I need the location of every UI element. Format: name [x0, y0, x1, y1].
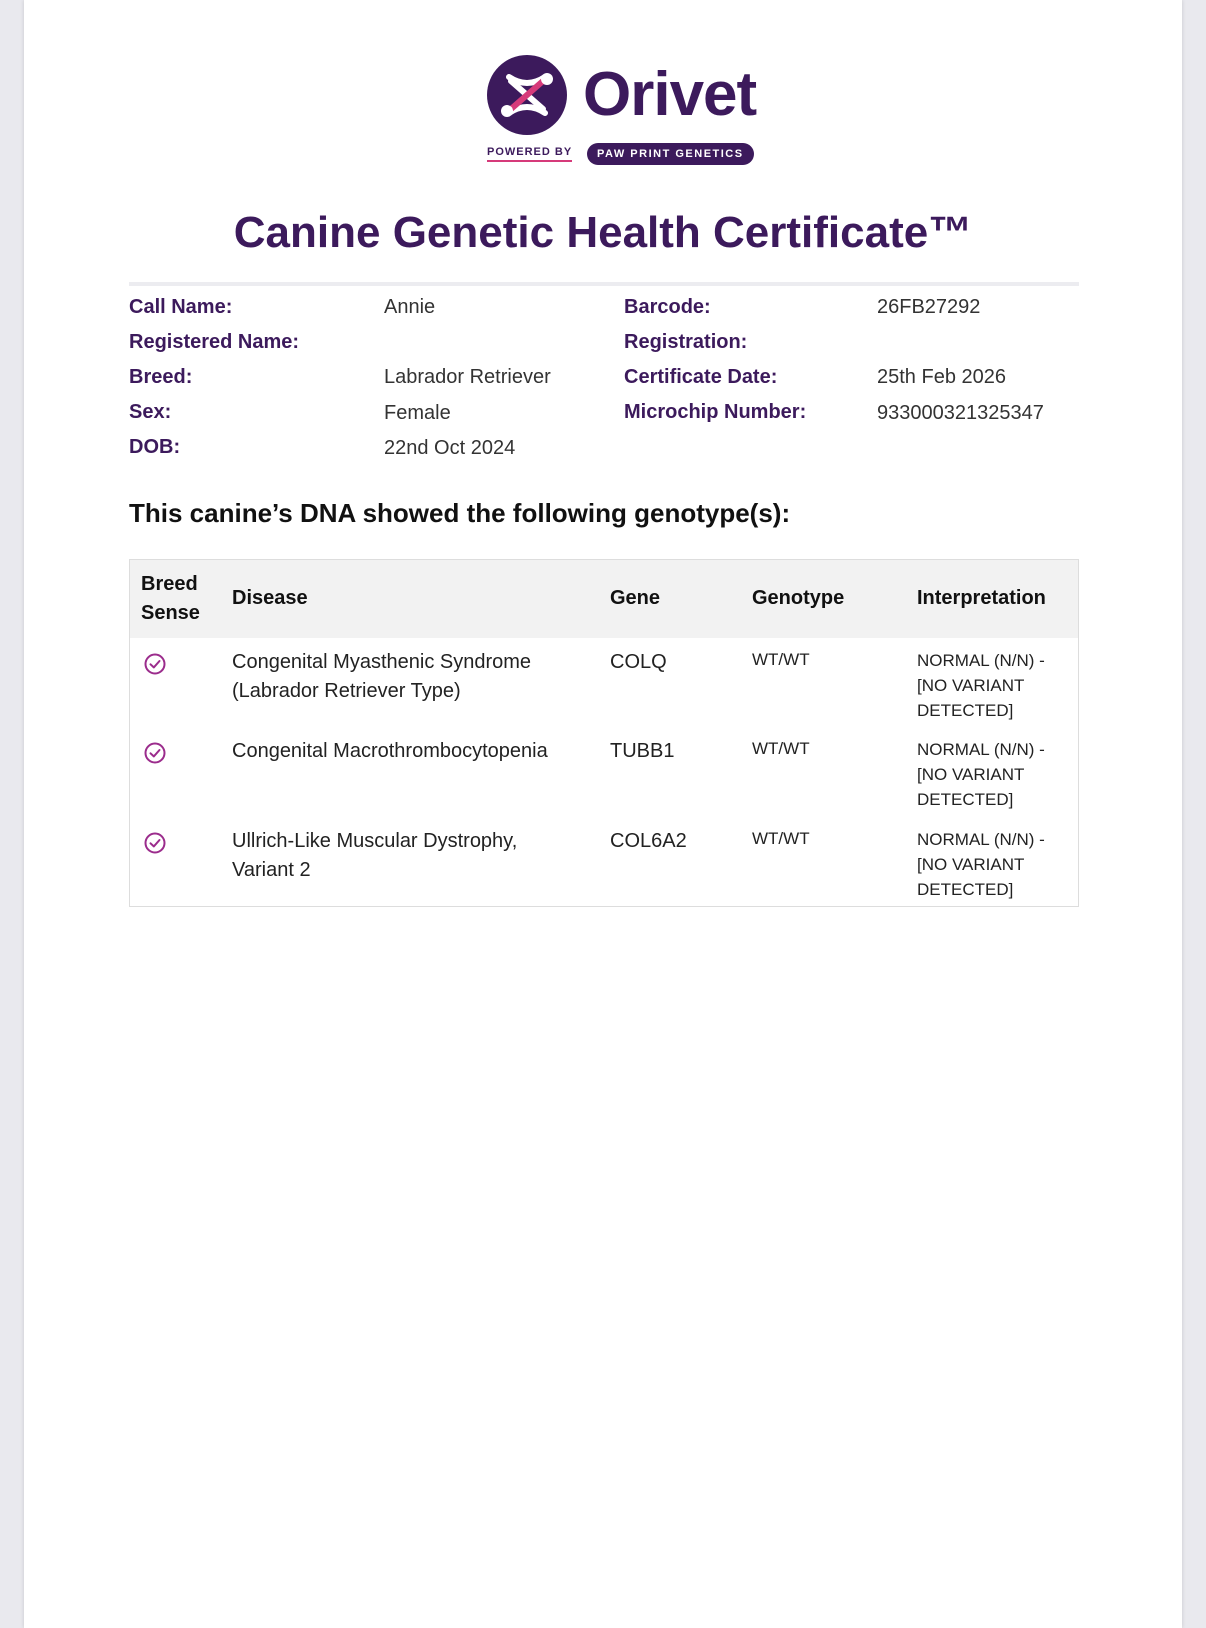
header-breed-sense-line-2: Sense — [141, 602, 200, 624]
check-circle-icon — [143, 741, 167, 765]
disease-line-1: Congenital Myasthenic Syndrome — [232, 651, 532, 673]
table-row-genotype: WT/WT — [752, 739, 810, 758]
brand-name: Orivet — [583, 60, 757, 129]
interpretation-line-3: DETECTED] — [917, 880, 1014, 899]
header-breed-sense-line-1: Breed — [141, 573, 198, 595]
call-name-label: Call Name: — [129, 296, 233, 318]
genotype-table — [129, 559, 1079, 907]
table-row-disease — [232, 648, 592, 706]
interpretation-line-1: NORMAL (N/N) - — [917, 830, 1045, 849]
registered-name-label: Registered Name: — [129, 331, 300, 353]
certificate-page — [24, 0, 1182, 1628]
powered-by-text: POWERED BY — [487, 145, 572, 162]
table-row-disease — [232, 827, 592, 885]
interpretation-line-3: DETECTED] — [917, 701, 1014, 720]
table-row-interpretation — [917, 737, 1067, 812]
disease-line-1: Congenital Macrothrombocytopenia — [232, 740, 548, 762]
interpretation-line-3: DETECTED] — [917, 790, 1014, 809]
certificate-date-value: 25th Feb 2026 — [877, 366, 1006, 388]
interpretation-line-1: NORMAL (N/N) - — [917, 651, 1045, 670]
disease-line-1: Ullrich-Like Muscular Dystrophy, — [232, 830, 518, 852]
header-genotype: Genotype — [752, 587, 845, 609]
disease-line-2: (Labrador Retriever Type) — [232, 680, 461, 702]
table-row-disease — [232, 737, 592, 766]
call-name-value: Annie — [384, 296, 436, 318]
table-row-interpretation — [917, 827, 1067, 902]
orivet-dna-icon — [487, 55, 567, 135]
table-row-genotype: WT/WT — [752, 829, 810, 848]
barcode-label: Barcode: — [624, 296, 711, 318]
interpretation-line-2: [NO VARIANT — [917, 855, 1025, 874]
barcode-value: 26FB27292 — [877, 296, 981, 318]
title-divider — [129, 282, 1079, 286]
header-disease: Disease — [232, 587, 308, 609]
table-row-interpretation — [917, 648, 1067, 723]
table-row-gene: COLQ — [610, 651, 667, 673]
sex-label: Sex: — [129, 401, 172, 423]
microchip-value: 933000321325347 — [877, 402, 1044, 424]
genotype-subheading: This canine’s DNA showed the following genotype(s): — [129, 498, 791, 528]
interpretation-line-2: [NO VARIANT — [917, 676, 1025, 695]
page-title: Canine Genetic Health Certificate™ — [233, 208, 973, 257]
table-row-genotype: WT/WT — [752, 650, 810, 669]
interpretation-line-2: [NO VARIANT — [917, 765, 1025, 784]
registration-label: Registration: — [624, 331, 748, 353]
table-row-gene: TUBB1 — [610, 740, 675, 762]
table-header — [130, 560, 1078, 638]
certificate-date-label: Certificate Date: — [624, 366, 778, 388]
breed-value: Labrador Retriever — [384, 366, 551, 388]
microchip-label: Microchip Number: — [624, 401, 807, 423]
partner-badge: PAW PRINT GENETICS — [587, 143, 754, 165]
orivet-logo — [487, 55, 772, 167]
check-circle-icon — [143, 831, 167, 855]
breed-label: Breed: — [129, 366, 193, 388]
check-circle-icon — [143, 652, 167, 676]
header-gene: Gene — [610, 587, 661, 609]
dob-value: 22nd Oct 2024 — [384, 437, 516, 459]
disease-line-2: Variant 2 — [232, 859, 311, 881]
interpretation-line-1: NORMAL (N/N) - — [917, 740, 1045, 759]
dob-label: DOB: — [129, 436, 181, 458]
table-row-gene: COL6A2 — [610, 830, 687, 852]
header-interpretation: Interpretation — [917, 587, 1046, 609]
header-breed-sense — [141, 570, 200, 628]
sex-value: Female — [384, 402, 451, 424]
